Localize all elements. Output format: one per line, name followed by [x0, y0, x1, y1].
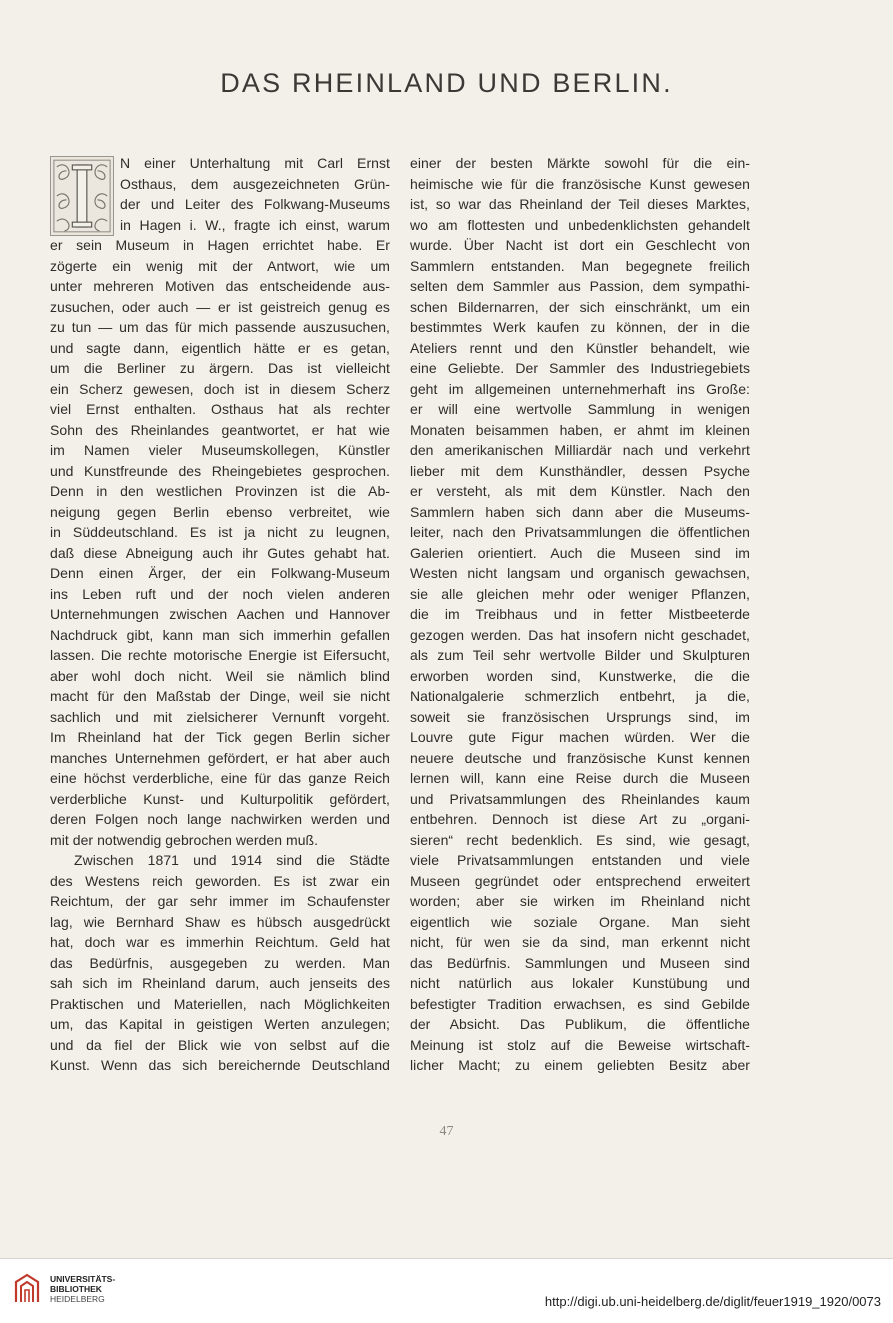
text-line: Monaten beisammen haben, er ahmt im kleinen — [410, 421, 750, 438]
text-line: Museen gegründet oder entsprechend erweitert — [410, 872, 750, 889]
text-line: sah sich im Rheinland darum, auch jenseits des — [50, 975, 390, 991]
text-line: Kunst. Wenn das sich bereichernde Deutschland — [50, 1057, 390, 1073]
text-line: N einer Unterhaltung mit Carl Ernst — [120, 155, 390, 171]
text-line: licher Macht; zu einem geliebten Besitz aber — [410, 1057, 750, 1073]
text-line: er sein Museum in Hagen errichtet habe. Er — [50, 237, 390, 253]
text-line: Im Rheinland hat der Tick gegen Berlin sicher — [50, 729, 390, 745]
text-line: verderbliche Kunst- und Kulturpolitik gefördert, — [50, 790, 390, 807]
text-line: daß diese Abneigung auch ihr Gutes gehabt hat. — [50, 544, 390, 561]
text-line: nicht natürlich aus lokaler Kunstübung und — [410, 975, 750, 991]
text-line: den amerikanischen Milliardär nach und verkehrt — [410, 442, 750, 458]
text-line: und da fiel der Blick wie von selbst auf die — [50, 1036, 390, 1053]
text-line: macht für den Maßstab der Dinge, weil sie nicht — [50, 688, 390, 704]
text-line: nicht, für wen sie da sind, man erkennt nicht — [410, 934, 750, 950]
text-line: Sammlern haben sich dann aber die Museums- — [410, 503, 750, 520]
text-line: erworben worden sind, Kunstwerke, die die — [410, 667, 750, 684]
text-line: eine Geliebte. Der Sammler des Industriegebiets — [410, 360, 750, 376]
text-line: worden; aber sie wirken im Rheinland nicht — [410, 893, 750, 909]
text-line: die im Treibhaus und in fetter Mistbeeterde — [410, 606, 750, 622]
library-name — [50, 1274, 115, 1304]
text-line: neigung gegen Berlin ebenso verbreitet, wie — [50, 503, 390, 520]
text-line: zögerte ein wenig mit der Antwort, wie um — [50, 257, 390, 274]
text-line: Unternehmungen zwischen Aachen und Hannover — [50, 606, 390, 622]
text-line: Praktischen und Materiellen, nach Möglichkeiten — [50, 995, 390, 1012]
source-url-link[interactable]: http://digi.ub.uni-heidelberg.de/diglit/feuer1919_1920/0073 — [544, 1294, 881, 1309]
text-line: Ateliers rennt und den Künstler behandelt, wie — [410, 339, 750, 356]
text-line: um, das Kapital in geistigen Werten anzulegen; — [50, 1016, 390, 1032]
text-line: lag, wie Bernhard Shaw es hübsch ausgedrückt — [50, 913, 390, 930]
text-line: ist, so war das Rheinland der Teil dieses Marktes, — [410, 196, 750, 212]
text-line: Galerien orientiert. Auch die Museen sind im — [410, 544, 750, 561]
text-line: Zwischen 1871 und 1914 sind die Städte — [74, 852, 390, 868]
text-line: im Namen vieler Museumskollegen, Künstler — [50, 442, 390, 458]
text-line: leiter, nach den Privatsammlungen die öffentlichen — [410, 524, 750, 540]
text-line: Nachdruck gibt, kann man sich immerhin gefallen — [50, 626, 390, 643]
text-line: als zum Teil sehr wertvolle Bilder und Skulpturen — [410, 647, 750, 663]
text-line: Sohn des Rheinlandes geantwortet, er hat wie — [50, 421, 390, 438]
text-line: gezogen werden. Das hat insofern nicht geschadet, — [410, 626, 750, 643]
text-line: er will eine wertvolle Sammlung in wenigen — [410, 401, 750, 417]
text-line: das Bedürfnis, ausgegeben zu werden. Man — [50, 954, 390, 971]
text-line: einer der besten Märkte sowohl für die ein- — [410, 155, 750, 171]
text-line: aber wohl doch nicht. Weil sie nämlich blind — [50, 667, 390, 684]
text-line: der Absicht. Das Publikum, die öffentliche — [410, 1016, 750, 1032]
text-line: viel Ernst enthalten. Osthaus hat als rechter — [50, 401, 390, 417]
text-line: sachlich und mit zielsicherer Vernunft vorgeht. — [50, 708, 390, 725]
text-line: sieren“ recht bedenklich. Es sind, wie gesagt, — [410, 831, 750, 848]
text-line: soweit sie französischen Ursprungs sind, im — [410, 708, 750, 725]
page-title: DAS RHEINLAND UND BERLIN. — [220, 68, 673, 98]
text-line: Nationalgalerie schmerzlich entbehrt, ja die, — [410, 688, 750, 704]
text-line: lassen. Die rechte motorische Energie ist Eifersucht, — [50, 647, 390, 663]
text-line: hat, doch war es immerhin Reichtum. Geld hat — [50, 934, 390, 950]
text-line: mit der notwendig gebrochen werden muß. — [50, 831, 319, 848]
library-name-line3: HEIDELBERG — [50, 1294, 105, 1304]
text-line: er versteht, als mit dem Künstler. Nach den — [410, 483, 750, 499]
text-line: und Kunstfreunde des Rheingebietes gesprochen. — [50, 462, 390, 479]
text-line: heimische wie für die französische Kunst gewesen — [410, 175, 750, 192]
text-line: in Hagen i. W., fragte ich einst, warum — [120, 216, 390, 233]
text-line: unter mehreren Motiven das entscheidende aus- — [50, 278, 390, 294]
library-logo-icon[interactable] — [12, 1272, 42, 1306]
text-line: und sagte dann, eigentlich hätte er es getan, — [50, 339, 390, 356]
text-line: das Bedürfnis. Sammlungen und Museen sind — [410, 954, 750, 971]
text-line: Denn einen Ärger, der ein Folkwang-Museum — [50, 565, 390, 581]
text-line: Westen nicht langsam und organisch gewachsen, — [410, 565, 750, 581]
text-line: Denn in den westlichen Provinzen ist die Ab- — [50, 483, 390, 499]
text-line: Meinung ist stolz auf die Beweise wirtschaft- — [410, 1036, 750, 1053]
text-line: Reichtum, der gar sehr immer im Schaufenster — [50, 893, 390, 909]
text-line: befestigter Tradition erwachsen, es sind Gebilde — [410, 995, 750, 1012]
left-text-column — [50, 153, 390, 1076]
text-line: des Westens reich geworden. Es ist zwar ein — [50, 872, 390, 889]
text-line: wurde. Über Nacht ist dort ein Geschlecht von — [410, 237, 750, 253]
text-line: lieber mit dem Kunsthändler, dessen Psyche — [410, 462, 750, 479]
text-line: geht im allgemeinen unternehmerhaft ins Große: — [410, 380, 750, 397]
text-line: schen Bildernarren, der sich einschränkt, um ein — [410, 298, 750, 315]
text-line: Louvre gute Figur machen würden. Wer die — [410, 729, 750, 745]
text-line: zu tun — um das für mich passende auszusuchen, — [50, 319, 390, 335]
footer-bar — [0, 1258, 893, 1323]
text-line: Sammlern entstanden. Man begegnete freilich — [410, 257, 750, 274]
text-line: viele Privatsammlungen entstanden und viele — [410, 852, 750, 868]
page-number: 47 — [439, 1124, 454, 1139]
text-line: zusuchen, oder auch — er ist geistreich genug es — [50, 298, 390, 315]
text-line: wo am flottesten und unbedenklichsten gehandelt — [410, 216, 750, 233]
text-line: Osthaus, dem ausgezeichneten Grün- — [120, 175, 390, 192]
text-line: deren Folgen noch lange nachwirken werden und — [50, 811, 390, 827]
text-line: bestimmtes Werk kaufen zu können, der in die — [410, 319, 750, 335]
text-line: in Süddeutschland. Es ist ja nicht zu leugnen, — [50, 524, 390, 540]
text-line: neuere deutsche und französische Kunst kennen — [410, 749, 750, 766]
text-line: ins Leben ruft und der noch vielen anderen — [50, 585, 390, 602]
text-line: ein Scherz gewesen, doch ist in diesem Scherz — [50, 380, 390, 397]
text-line: der und Leiter des Folkwang-Museums — [120, 196, 390, 212]
text-line: sie alle gleichen mehr oder weniger Pflanzen, — [410, 585, 750, 602]
text-line: um die Berliner zu ärgern. Das ist vielleicht — [50, 360, 390, 376]
text-line: eine höchst verderbliche, eine für das ganze Reich — [50, 770, 390, 786]
text-line: eigentlich wie soziale Organe. Man sieht — [410, 913, 750, 930]
text-line: manches Unternehmen gefördert, er hat aber auch — [50, 749, 390, 766]
text-line: und Privatsammlungen des Rheinlandes kaum — [410, 790, 750, 807]
library-name-line1: UNIVERSITÄTS- — [50, 1274, 116, 1284]
library-name-line2: BIBLIOTHEK — [50, 1284, 102, 1294]
right-text-column — [410, 153, 750, 1076]
text-line: entbehren. Dennoch ist diese Art zu „organi- — [410, 811, 750, 827]
text-line: selten dem Sammler aus Passion, dem sympathi- — [410, 278, 750, 294]
text-line: lernen will, kann eine Reise durch die Museen — [410, 770, 750, 786]
